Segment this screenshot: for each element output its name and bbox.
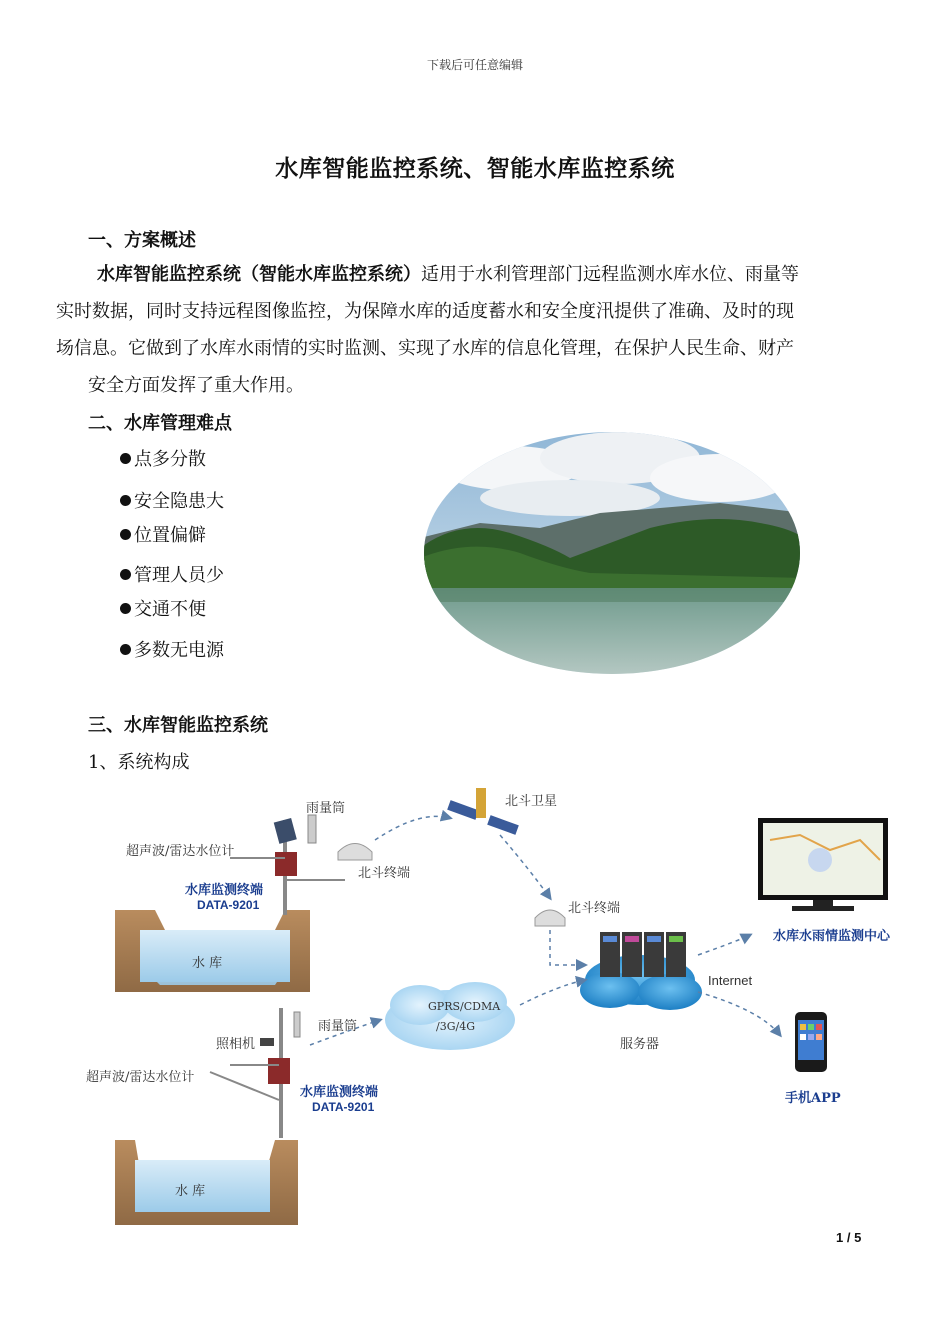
label-rain-gauge-top: 雨量筒 [306, 801, 346, 816]
section3-heading: 三、水库智能监控系统 [88, 715, 268, 736]
label-ultrasonic-bottom: 超声波/雷达水位计 [86, 1070, 195, 1085]
label-model-top: DATA-9201 [197, 898, 260, 912]
label-reservoir-top: 水 库 [192, 956, 223, 971]
label-beidou-satellite: 北斗卫星 [505, 794, 558, 809]
bullet-item: 安全隐患大 [120, 487, 224, 513]
phone-icon [795, 1012, 827, 1072]
section2-heading: 二、水库管理难点 [88, 413, 232, 434]
beidou-terminal-icon [535, 910, 565, 926]
gprs-cloud-icon [385, 982, 515, 1050]
label-model-bottom: DATA-9201 [312, 1100, 375, 1114]
label-mobile-app: 手机APP [785, 1091, 841, 1106]
label-gprs-line1: GPRS/CDMA [428, 1000, 501, 1013]
reservoir-photo [420, 428, 804, 678]
bullet-item: 点多分散 [120, 445, 206, 471]
section1-line4: 安全方面发挥了重大作用。 [88, 375, 304, 396]
label-monitor-center: 水库水雨情监测中心 [773, 929, 891, 944]
page-number: 1 / 5 [836, 1230, 862, 1245]
bullet-item: 位置偏僻 [120, 521, 206, 547]
label-ultrasonic-top: 超声波/雷达水位计 [126, 844, 235, 859]
label-gprs-line2: /3G/4G [436, 1020, 475, 1033]
label-server: 服务器 [620, 1037, 660, 1052]
document-title: 水库智能监控系统、智能水库监控系统 [275, 156, 675, 182]
monitor-icon [758, 818, 888, 911]
monitoring-station-bottom [210, 1008, 300, 1138]
section1-heading: 一、方案概述 [88, 230, 196, 251]
label-reservoir-bottom: 水 库 [175, 1184, 206, 1199]
bullet-item: 交通不便 [120, 595, 206, 621]
section3-sub1: 1、系统构成 [88, 752, 190, 773]
bullet-item: 管理人员少 [120, 561, 224, 587]
server-icon [580, 932, 702, 1010]
label-reservoir-terminal-top: 水库监测终端 [185, 883, 264, 898]
bullet-item: 多数无电源 [120, 636, 224, 662]
label-beidou-terminal-right: 北斗终端 [568, 901, 621, 916]
label-internet: Internet [708, 973, 753, 988]
label-reservoir-terminal-bottom: 水库监测终端 [300, 1085, 379, 1100]
section1-line3: 场信息。它做到了水库水雨情的实时监测、实现了水库的信息化管理，在保护人民生命、财产 [56, 338, 794, 359]
section1-bold-lead: 水库智能监控系统（智能水库监控系统） [97, 264, 421, 285]
reservoir-bottom [115, 1140, 298, 1225]
label-camera: 照相机 [216, 1037, 256, 1052]
label-beidou-terminal-left: 北斗终端 [358, 866, 411, 881]
header-note: 下载后可任意编辑 [426, 58, 523, 72]
reservoir-top [115, 910, 310, 992]
section1-line1-rest: 适用于水利管理部门远程监测水库水位、雨量等 [421, 264, 799, 285]
section1-line1 [97, 256, 799, 293]
label-rain-gauge-bottom: 雨量筒 [318, 1019, 358, 1034]
section1-line2: 实时数据，同时支持远程图像监控，为保障水库的适度蓄水和安全度汛提供了准确、及时的现 [56, 301, 794, 322]
